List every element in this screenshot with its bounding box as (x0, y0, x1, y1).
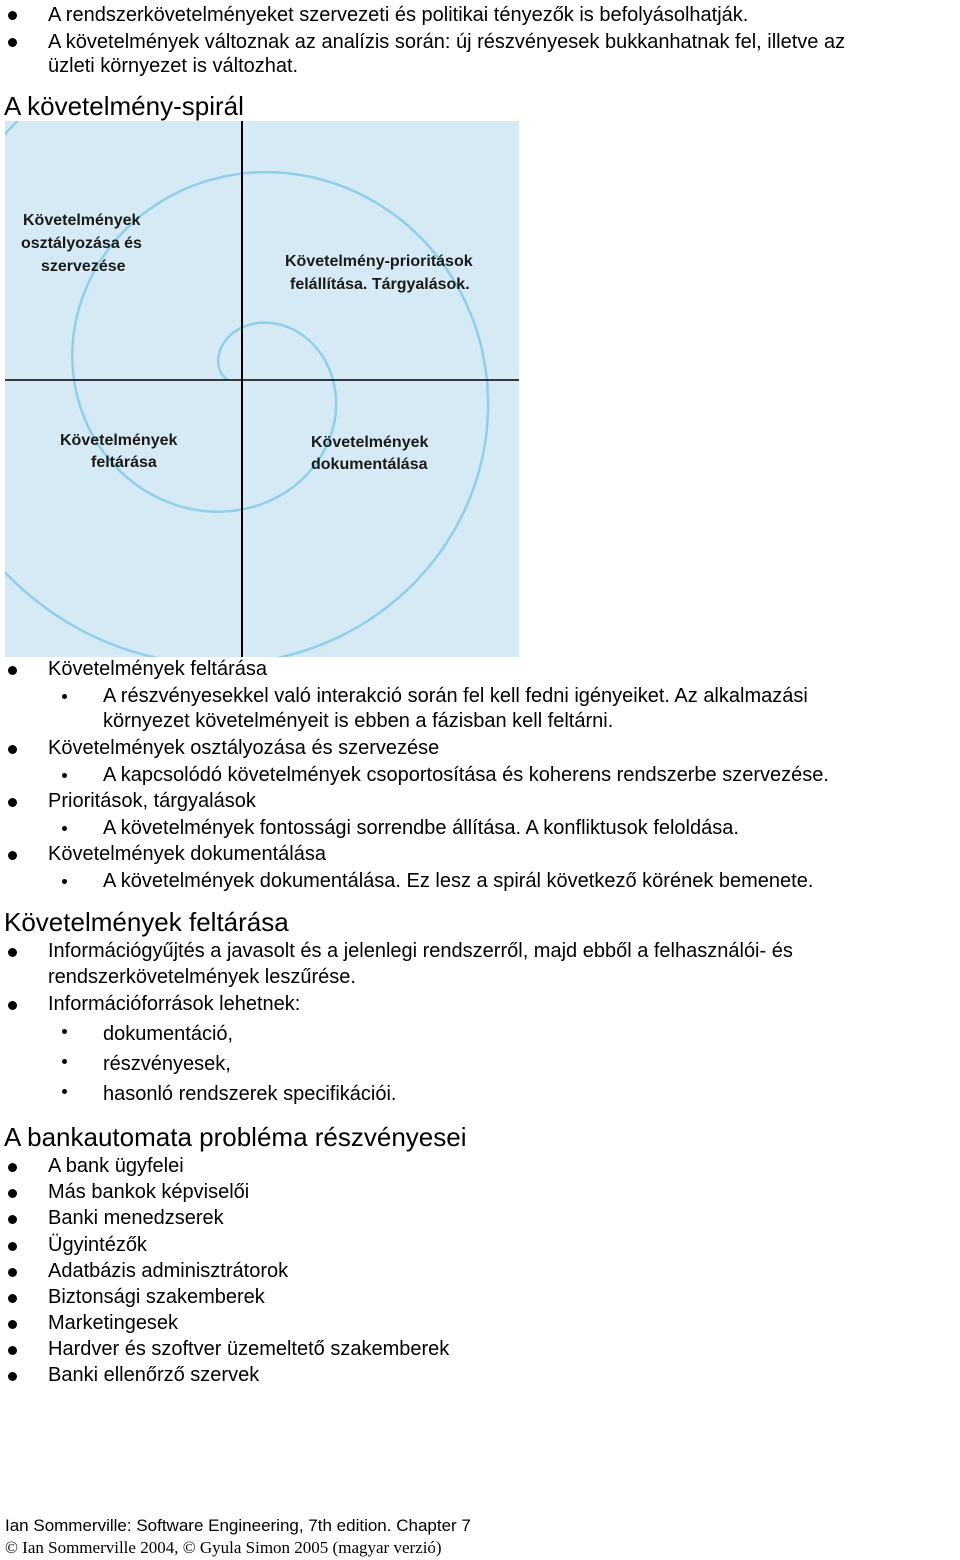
label-elicitation-2: feltárása (91, 454, 157, 471)
intro-bullet-2-cont: üzleti környezet is változhat. (48, 55, 299, 77)
bullet-dot (8, 11, 17, 20)
stakeholder-item: Más bankok képviselői (48, 1181, 250, 1203)
spiral-item-priorities: Prioritások, tárgyalások (48, 790, 256, 812)
sub-bullet-dot (62, 1059, 67, 1064)
bullet-dot (8, 1215, 17, 1224)
label-documentation-1: Követelmények (311, 434, 429, 451)
bullet-dot (8, 948, 17, 957)
sub-bullet-dot (62, 879, 67, 884)
spiral-item-documentation-desc: A követelmények dokumentálása. Ez lesz a spirál következő körének bemenete. (103, 870, 814, 892)
footer-copyright: © Ian Sommerville 2004, © Gyula Simon 2005 (magyar verzió) (5, 1538, 442, 1557)
bullet-dot (8, 1372, 17, 1381)
stakeholder-item: Banki ellenőrző szervek (48, 1364, 260, 1386)
label-classification-1: Követelmények (23, 212, 141, 229)
spiral-item-elicitation-desc-2: környezet követelményeit is ebben a fázisban kell feltárni. (103, 710, 614, 732)
stakeholder-item: Ügyintézők (48, 1234, 147, 1256)
intro-bullet-1: A rendszerkövetelményeket szervezeti és politikai tényezők is befolyásolhatják. (48, 4, 749, 26)
label-documentation-2: dokumentálása (311, 456, 428, 473)
section-heading-elicitation: Követelmények feltárása (4, 907, 289, 937)
bullet-dot (8, 1189, 17, 1198)
bullet-dot (8, 1163, 17, 1172)
sub-bullet-dot (62, 826, 67, 831)
stakeholder-item: Banki menedzserek (48, 1207, 224, 1229)
bullet-dot (8, 851, 17, 860)
label-classification-3: szervezése (41, 258, 126, 275)
label-classification-2: osztályozása és (21, 235, 142, 252)
stakeholder-item: A bank ügyfelei (48, 1155, 184, 1177)
sub-bullet-dot (62, 1029, 67, 1034)
bullet-dot (8, 38, 17, 47)
stakeholder-item: Marketingesek (48, 1312, 179, 1334)
sub-bullet-dot (62, 694, 67, 699)
intro-bullet-2: A követelmények változnak az analízis során: új részvényesek bukkanhatnak fel, illetve az (48, 31, 846, 53)
elicitation-bullet-1-cont: rendszerkövetelmények leszűrése. (48, 966, 356, 988)
source-stakeholders: részvényesek, (103, 1053, 231, 1075)
bullet-dot (8, 1320, 17, 1329)
source-similar-systems: hasonló rendszerek specifikációi. (103, 1083, 397, 1105)
bullet-dot (8, 745, 17, 754)
bullet-dot (8, 798, 17, 807)
spiral-item-priorities-desc: A követelmények fontossági sorrendbe állítása. A konfliktusok feloldása. (103, 817, 739, 839)
spiral-item-classification: Követelmények osztályozása és szervezése (48, 737, 440, 759)
bullet-dot (8, 1001, 17, 1010)
requirements-spiral-diagram (5, 121, 519, 657)
label-elicitation-1: Követelmények (60, 432, 178, 449)
stakeholder-item: Adatbázis adminisztrátorok (48, 1260, 289, 1282)
footer-source: Ian Sommerville: Software Engineering, 7th edition. Chapter 7 (5, 1516, 471, 1535)
bullet-dot (8, 1242, 17, 1251)
elicitation-bullet-1: Információgyűjtés a javasolt és a jelenlegi rendszerről, majd ebből a felhasználói- és (48, 940, 793, 962)
label-priorities-2: felállítása. Tárgyalások. (290, 276, 470, 293)
bullet-dot (8, 1346, 17, 1355)
source-documentation: dokumentáció, (103, 1023, 234, 1045)
diagram-background (5, 121, 519, 657)
bullet-dot (8, 1294, 17, 1303)
spiral-item-documentation: Követelmények dokumentálása (48, 843, 326, 865)
section-heading-spiral: A követelmény-spirál (4, 91, 244, 121)
elicitation-bullet-2: Információforrások lehetnek: (48, 993, 301, 1015)
spiral-item-elicitation: Követelmények feltárása (48, 658, 268, 680)
stakeholder-item: Biztonsági szakemberek (48, 1286, 265, 1308)
label-priorities-1: Követelmény-prioritások (285, 253, 473, 270)
bullet-dot (8, 666, 17, 675)
section-heading-stakeholders: A bankautomata probléma részvényesei (4, 1122, 467, 1152)
bullet-dot (8, 1268, 17, 1277)
sub-bullet-dot (62, 1089, 67, 1094)
sub-bullet-dot (62, 773, 67, 778)
stakeholder-item: Hardver és szoftver üzemeltető szakemberek (48, 1338, 450, 1360)
spiral-item-classification-desc: A kapcsolódó követelmények csoportosítása és koherens rendszerbe szervezése. (103, 764, 829, 786)
spiral-item-elicitation-desc-1: A részvényesekkel való interakció során fel kell fedni igényeiket. Az alkalmazási (103, 685, 808, 707)
